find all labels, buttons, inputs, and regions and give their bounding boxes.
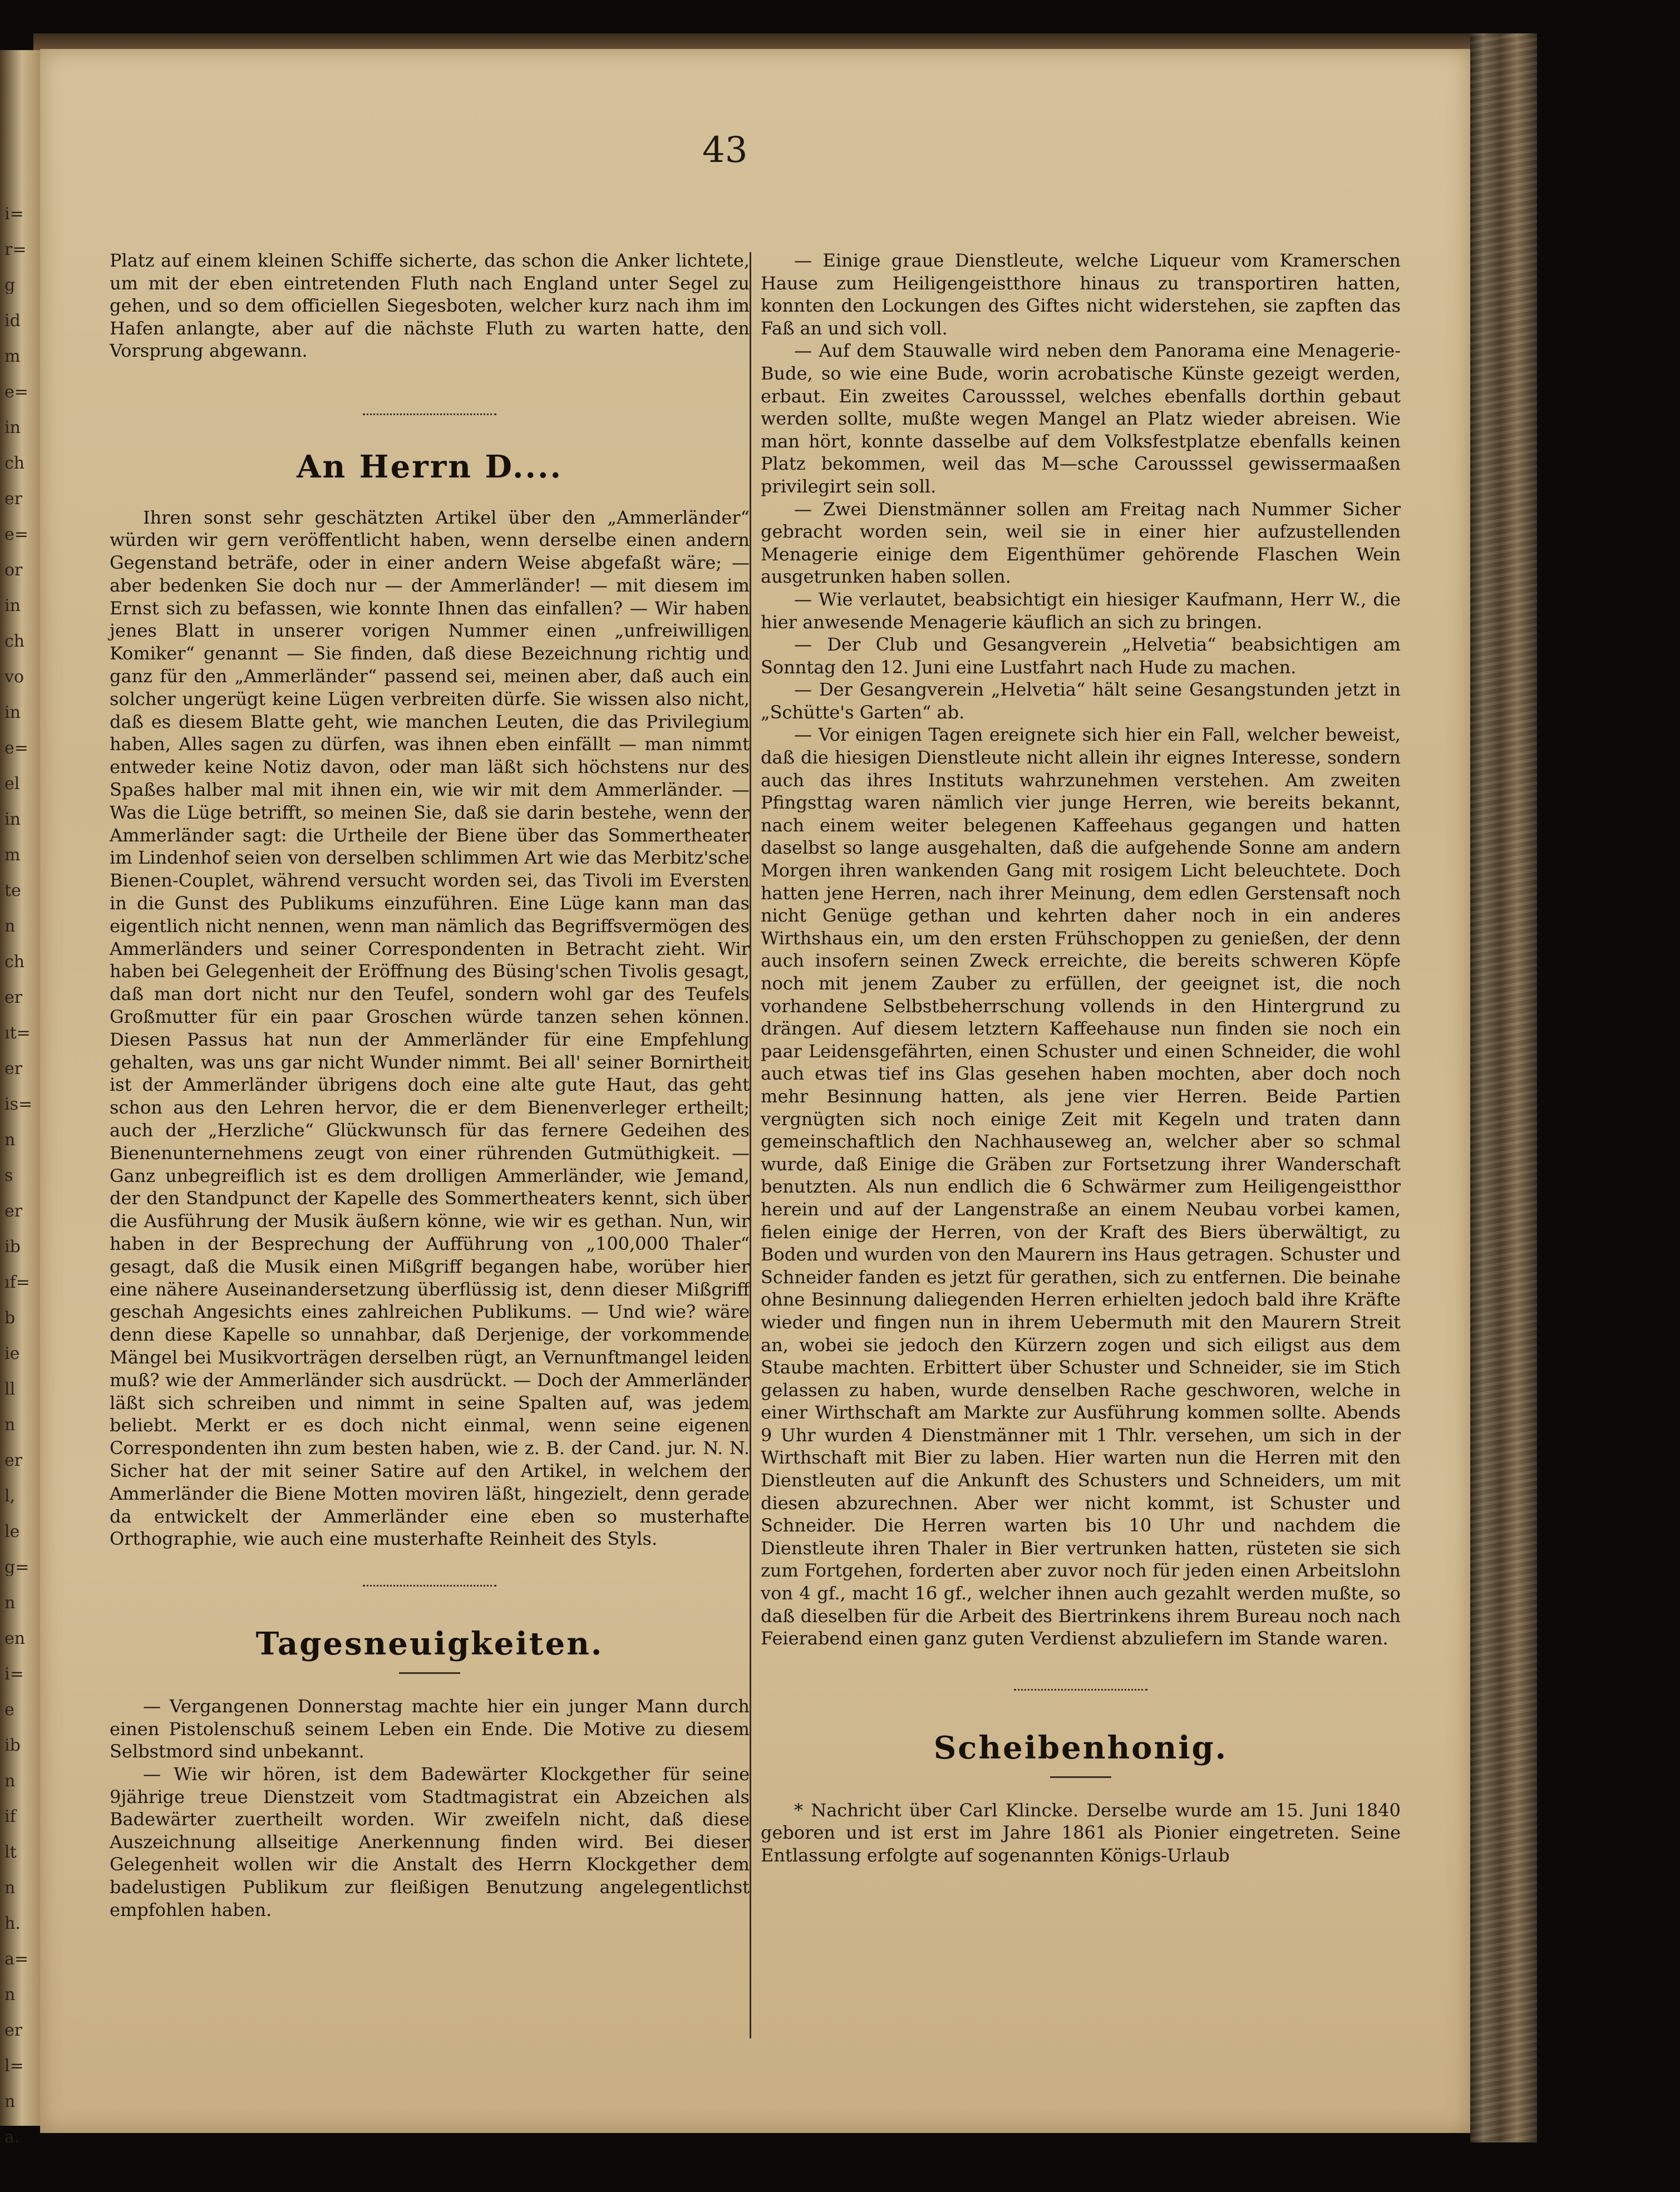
margin-fragment: h. xyxy=(4,1915,21,1932)
margin-fragment: el xyxy=(4,776,20,792)
margin-fragment: e= xyxy=(4,384,28,401)
margin-fragment: n xyxy=(4,1595,16,1612)
margin-fragment: lt xyxy=(4,1844,17,1861)
margin-fragment: i= xyxy=(4,1666,24,1683)
margin-fragment: ib xyxy=(4,1737,21,1754)
margin-fragment: i= xyxy=(4,206,24,223)
margin-fragment: ch xyxy=(4,954,25,971)
section-heading-an-herrn: An Herrn D.... xyxy=(297,448,563,485)
margin-fragment: ıf= xyxy=(4,1274,30,1291)
news-item: — Wie verlautet, beabsichtigt ein hiesiger Kaufmann, Herr W., die hier anwesende Menagerie käuflich an sich zu bringen. xyxy=(761,588,1401,633)
margin-fragment: g xyxy=(4,277,16,294)
margin-fragment: er xyxy=(4,1203,23,1220)
right-column xyxy=(761,249,1401,1867)
margin-fragment: l, xyxy=(4,1488,16,1505)
news-item: — Der Club und Gesangverein „Helvetia“ beabsichtigen am Sonntag den 12. Juni eine Lustfahrt nach Hude zu machen. xyxy=(761,634,1401,678)
margin-fragment: e= xyxy=(4,740,28,757)
margin-fragment: n xyxy=(4,1880,16,1897)
margin-fragment: in xyxy=(4,420,21,436)
margin-fragment: n xyxy=(4,2094,16,2110)
section-heading-tagesneuigkeiten: Tagesneuigkeiten. xyxy=(255,1625,604,1663)
margin-fragment: er xyxy=(4,989,23,1006)
newspaper-page xyxy=(40,49,1470,2133)
heading-rule xyxy=(1050,1776,1111,1778)
margin-fragment: a. xyxy=(4,2129,20,2146)
margin-fragment: en xyxy=(4,1631,26,1647)
page-number: 43 xyxy=(702,130,748,171)
margin-fragment: m xyxy=(4,348,21,365)
previous-page-edge xyxy=(0,50,40,2146)
column-rule xyxy=(750,252,751,2038)
news-item: — Wie wir hören, ist dem Badewärter Klockgether für seine 9jährige treue Dienstzeit vom Stadtmagistrat ein Abzeichen als Badewärter zuertheilt worden. Wir zweifeln nicht, daß diese Auszeichnung allseitige Anerkennung finden wird. Bei dieser Gelegenheit wollen wir die Anstalt des Herrn Klockgether dem badelustigen Publikum zur fleißigen Benutzung angelegentlichst empfohlen haben. xyxy=(110,1763,750,1920)
margin-fragment: in xyxy=(4,811,21,828)
margin-fragment: n xyxy=(4,1417,16,1434)
margin-fragment: te xyxy=(4,883,21,899)
margin-fragment: er xyxy=(4,1061,23,1077)
margin-fragment: n xyxy=(4,1132,16,1149)
margin-fragment: in xyxy=(4,705,21,721)
margin-fragment: l= xyxy=(4,2058,24,2075)
news-item: — Vergangenen Donnerstag machte hier ein junger Mann durch einen Pistolenschuß seinem Leben ein Ende. Die Motive zu diesem Selbstmord sind unbekannt. xyxy=(110,1696,750,1762)
margin-fragment: n xyxy=(4,1987,16,2003)
left-column xyxy=(110,249,750,1921)
news-item: — Einige graue Dienstleute, welche Liqueur vom Kramerschen Hause zum Heiligengeistthore hinaus zu transportiren hatten, konnten den Lockungen des Giftes nicht widerstehen, sie zapften das Faß an und sich voll. xyxy=(761,250,1401,339)
margin-fragment: n xyxy=(4,1773,16,1790)
margin-fragment: or xyxy=(4,562,23,579)
article-an-herrn: Ihren sonst sehr geschätzten Artikel über den „Ammerländer“ würden wir gern veröffentlicht haben, wenn derselbe einen andern Gegenstand beträfe, oder in einer andern Weise abgefaßt wäre; — aber bedenken Sie doch nur — der Ammerländer! — mit diesem im Ernst sich zu befassen, wie konnte Ihnen das einfallen? — Wir haben jenes Blatt in unserer vorigen Nummer einen „unfreiwilligen Komiker“ genannt — Sie finden, daß diese Bezeichnung richtig und ganz für den „Ammerländer“ passend sei, meinen aber, daß auch ein solcher ungerügt keine Lügen verbreiten dürfe. Sie wissen also nicht, daß es diesem Blatte geht, wie manchen Leuten, die das Privilegium haben, Alles sagen zu dürfen, was ihnen eben einfällt — man nimmt entweder keine Notiz davon, oder man läßt sich höchstens nur des Spaßes halber mal mit ihnen ein, wie wir mit dem Ammerländer. — Was die Lüge betrifft, so meinen Sie, daß sie darin bestehe, wenn der Ammerländer sagt: die Urtheile der Biene über das Sommertheater im Lindenhof seien von derselben schlimmen Art wie das Merbitz'sche Bienen-Couplet, während versucht worden sei, das Tivoli im Eversten in die Gunst des Publikums einzuführen. Eine Lüge kann man das eigentlich nicht nennen, wenn man nämlich das Begriffsvermögen des Ammerländers und seiner Correspondenten in Betracht zieht. Wir haben bei Gelegenheit der Eröffnung des Büsing'schen Tivolis gesagt, daß man dort nicht nur den Teufel, sondern wohl gar des Teufels Großmutter für ein paar Groschen würde tanzen sehen können. Diesen Passus hat nun der Ammerländer für eine Empfehlung gehalten, was uns gar nicht Wunder nimmt. Bei all' seiner Bornirtheit ist der Ammerländer übrigens doch eine alte gute Haut, das geht schon aus den Lehren hervor, die er dem Bienenverleger ertheilt; auch der „Herzliche“ Glückwunsch für das fernere Gedeihen des Bienenunternehmens zeugt von einer rührenden Gutmüthigkeit. — Ganz unbegreiflich ist es dem drolligen Ammerländer, wie Jemand, der den Standpunct der Kapelle des Sommertheaters kennt, sich über die Ausführung der Musik äußern könne, wie wir es gethan. Nun, wir haben in der Besprechung der Aufführung von „100,000 Thaler“ gesagt, daß die Musik einen Mißgriff begangen habe, worüber hier eine nähere Auseinandersetzung überflüssig ist, denn dieser Mißgriff geschah Angesichts eines zahlreichen Publikums. — Und wie? wäre denn diese Kapelle so unnahbar, daß Derjenige, der vorkommende Mängel bei Musikvorträgen derselben rügt, an Vernunftmangel leiden muß? wie der Ammerländer sich ausdrückt. — Doch der Ammerländer läßt sich schreiben und nimmt in seine Spalten auf, was jedem beliebt. Merkt er es doch nicht einmal, wenn seine eigenen Correspondenten ihn zum besten haben, wie z. B. der Cand. jur. N. N. Sicher hat der mit seiner Satire auf den Artikel, in welchem der Ammerländer die Biene Motten moviren läßt, hingezielt, denn gerade da entwickelt der Ammerländer eine eben so musterhafte Orthographie, wie auch eine musterhafte Reinheit des Styls. xyxy=(110,506,750,1550)
margin-fragment: is= xyxy=(4,1096,33,1113)
section-heading-scheibenhonig: Scheibenhonig. xyxy=(933,1729,1228,1766)
margin-fragment: if xyxy=(4,1809,16,1825)
margin-fragment: a= xyxy=(4,1951,29,1968)
news-item: — Der Gesangverein „Helvetia“ hält seine Gesangstunden jetzt in „Schütte's Garten“ ab. xyxy=(761,679,1401,723)
margin-fragment: ib xyxy=(4,1239,21,1255)
margin-fragment: m xyxy=(4,847,21,864)
margin-fragment: vo xyxy=(4,669,24,686)
margin-fragment: b xyxy=(4,1310,16,1327)
news-item: — Vor einigen Tagen ereignete sich hier ein Fall, welcher beweist, daß die hiesigen Dienstleute nicht allein ihr eignes Interesse, sondern auch das ihres Instituts wahrzunehmen verstehen. Am zweiten Pfingsttag waren nämlich vier junge Herren, wie bereits bekannt, nach einem weiter belegenen Kaffeehaus gegangen und hatten daselbst so lange ausgehalten, daß die aufgehende Sonne am andern Morgen ihren wankenden Gang mit rosigem Licht beleuchtete. Doch hatten jene Herren, nach ihrer Meinung, dem edlen Gerstensaft noch nicht Genüge gethan und kehrten daher noch in ein anderes Wirthshaus ein, um den ersten Frühschoppen zu genießen, der denn auch insofern seinen Zweck erreichte, die bereits schweren Köpfe noch mit jenem Zauber zu erfüllen, der geeignet ist, die noch vorhandene Selbstbeherrschung vollends in den Hintergrund zu drängen. Auf diesem letztern Kaffeehause nun finden sie noch ein paar Leidensgefährten, einen Schuster und einen Schneider, die wohl auch etwas tief ins Glas gesehen haben mochten, aber doch noch mehr Besinnung hatten, als jene vier Herren. Beide Partien vergnügten sich noch einige Zeit mit Kegeln und traten dann gemeinschaftlich den Nachhauseweg an, welcher aber so schmal wurde, daß Einige die Gräben zur Fortsetzung ihrer Wanderschaft benutzten. Als nun endlich die 6 Schwärmer zum Heiligengeistthor herein und auf der Langenstraße an einem Neubau vorbei kamen, fielen einige der Herren, von der Kraft des Biers überwältigt, zu Boden und wurden von den Maurern ins Haus getragen. Schuster und Schneider fanden es jetzt für gerathen, sich zu entfernen. Die beinahe ohne Besinnung daliegenden Herren erhielten jedoch bald ihre Kräfte wieder und fingen nun in ihrem Uebermuth mit den Maurern Streit an, wobei sie jedoch den Kürzern zogen und sich eiligst aus dem Staube machten. Erbittert über Schuster und Schneider, sie im Stich gelassen zu haben, wurde denselben Rache geschworen, welche in einer Wirthschaft am Markte zur Ausführung kommen sollte. Abends 9 Uhr wurden 4 Dienstmänner mit 1 Thlr. versehen, um sich in der Wirthschaft mit Bier zu laben. Hier warten nun die Herren mit den Dienstleuten auf die Ankunft des Schusters und Schneiders, um mit diesen abzurechnen. Aber wer nicht kommt, ist Schuster und Schneider. Die Herren warten bis 10 Uhr und nachdem die Dienstleute ihren Thaler in Bier vertrunken hatten, rüsteten sie sich zum Fortgehen, forderten aber zuvor noch für jeden einen Arbeitslohn von 4 gf., macht 16 gf., welcher ihnen auch gezahlt werden mußte, so daß dieselben für die Arbeit des Biertrinkens ihrem Bureau noch nach Feierabend einen ganz guten Verdienst abzuliefern im Stande waren. xyxy=(761,724,1401,1649)
margin-fragment: ch xyxy=(4,633,25,650)
margin-fragment: le xyxy=(4,1524,20,1540)
intro-paragraph: Platz auf einem kleinen Schiffe sicherte, das schon die Anker lichtete, um mit der eben eintretenden Fluth nach England unter Segel zu gehen, und so dem officiellen Siegesboten, welcher kurz nach ihm im Hafen anlangte, aber auf die nächste Fluth zu warten hatte, den Vorsprung abgewann. xyxy=(110,250,750,361)
margin-fragment: e= xyxy=(4,526,28,543)
margin-fragment: er xyxy=(4,491,23,508)
news-item: — Zwei Dienstmänner sollen am Freitag nach Nummer Sicher gebracht worden sein, weil sie in einer hier aufzustellenden Menagerie einige dem Eigenthümer gehörende Flaschen Wein ausgetrunken haben sollen. xyxy=(761,498,1401,588)
margin-fragment: ll xyxy=(4,1381,16,1398)
margin-fragment: er xyxy=(4,2022,23,2039)
margin-fragment: e xyxy=(4,1702,14,1718)
book-binding-edge xyxy=(1470,33,1537,2142)
margin-fragment: r= xyxy=(4,242,27,258)
margin-fragment: n xyxy=(4,918,16,935)
margin-fragment: ıt= xyxy=(4,1025,31,1042)
margin-fragment: er xyxy=(4,1452,23,1469)
margin-fragment: g= xyxy=(4,1559,29,1576)
margin-fragment: ch xyxy=(4,455,25,472)
margin-fragment: id xyxy=(4,313,21,329)
news-item: — Auf dem Stauwalle wird neben dem Panorama eine Menagerie-Bude, so wie eine Bude, worin acrobatische Künste gezeigt werden, erbaut. Ein zweites Carousssel, welches ebenfalls dorthin gebaut werden sollte, mußte wegen Mangel an Platz wieder abreisen. Wie man hört, konnte dasselbe auf dem Volksfestplatze ebenfalls keinen Platz bekommen, weil das M—sche Carousssel gewissermaaßen privilegirt sein soll. xyxy=(761,340,1401,497)
margin-fragment: ie xyxy=(4,1346,20,1362)
article-scheibenhonig: * Nachricht über Carl Klincke. Derselbe wurde am 15. Juni 1840 geboren und ist erst im Jahre 1861 als Pionier eingetreten. Seine Entlassung erfolgte auf sogenannten Königs-Urlaub xyxy=(761,1799,1401,1866)
heading-rule xyxy=(399,1672,460,1674)
margin-fragment: s xyxy=(4,1168,13,1184)
margin-fragment: in xyxy=(4,598,21,614)
